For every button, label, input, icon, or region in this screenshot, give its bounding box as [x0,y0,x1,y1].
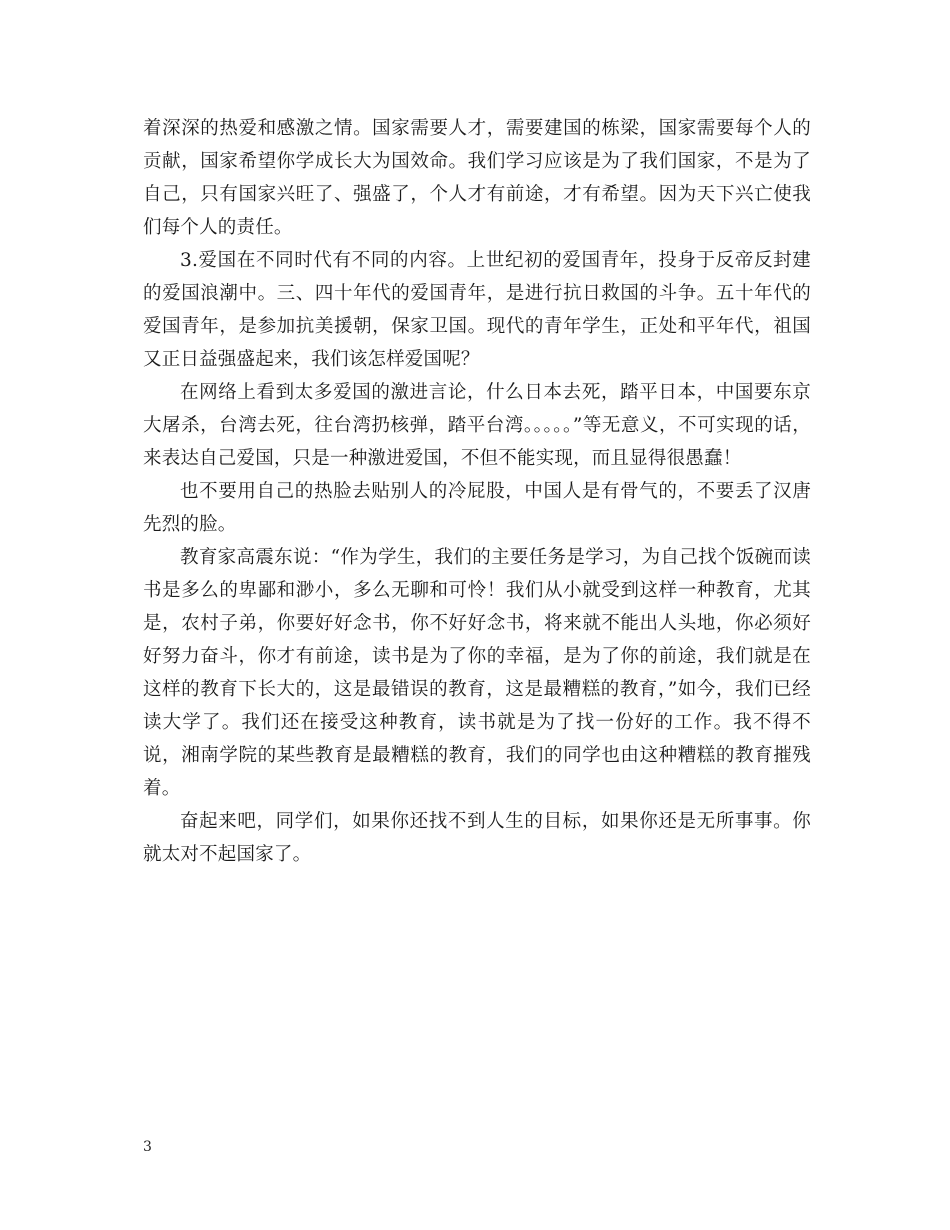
body-text [143,112,811,871]
paragraph-educator-quote: 教育家高震东说：“作为学生，我们的主要任务是学习，为自己找个饭碗而读书是多么的卑鄙和渺小，多么无聊和可怜！我们从小就受到这样一种教育，尤其是，农村子弟，你要好好念书，你不好好念书，将来就不能出人头地，你必须好好努力奋斗，你才有前途，读书是为了你的幸福，是为了你的前途，我们就是在这样的教育下长大的，这是最错误的教育，这是最糟糕的教育，”如今，我们已经读大学了。我们还在接受这种教育，读书就是为了找一份好的工作。我不得不说，湘南学院的某些教育是最糟糕的教育，我们的同学也由这种糟糕的教育摧残着。 [143,547,811,799]
page-number: 3 [143,1139,152,1155]
paragraph-dignity: 也不要用自己的热脸去贴别人的冷屁股，中国人是有骨气的，不要丢了汉唐先烈的脸。 [143,481,811,535]
paragraph-online-remarks: 在网络上看到太多爱国的激进言论，什么日本去死，踏平日本，中国要东京大屠杀，台湾去死，往台湾扔核弹，踏平台湾。。。。。”等无意义，不可实现的话，来表达自己爱国，只是一种激进爱国，不但不能实现，而且显得很愚蠢！ [143,382,811,469]
paragraph-call-to-action: 奋起来吧，同学们，如果你还找不到人生的目标，如果你还是无所事事。你就太对不起国家了。 [143,811,811,865]
paragraph-patriotism-eras: 3.爱国在不同时代有不同的内容。上世纪初的爱国青年，投身于反帝反封建的爱国浪潮中。三、四十年代的爱国青年，是进行抗日救国的斗争。五十年代的爱国青年，是参加抗美援朝，保家卫国。现代的青年学生，正处和平年代，祖国又正日益强盛起来，我们该怎样爱国呢？ [143,250,811,370]
paragraph-continued: 着深深的热爱和感激之情。国家需要人才，需要建国的栋梁，国家需要每个人的贡献，国家希望你学成长大为国效命。我们学习应该是为了我们国家，不是为了自己，只有国家兴旺了、强盛了，个人才有前途，才有希望。因为天下兴亡使我们每个人的责任。 [143,118,811,238]
